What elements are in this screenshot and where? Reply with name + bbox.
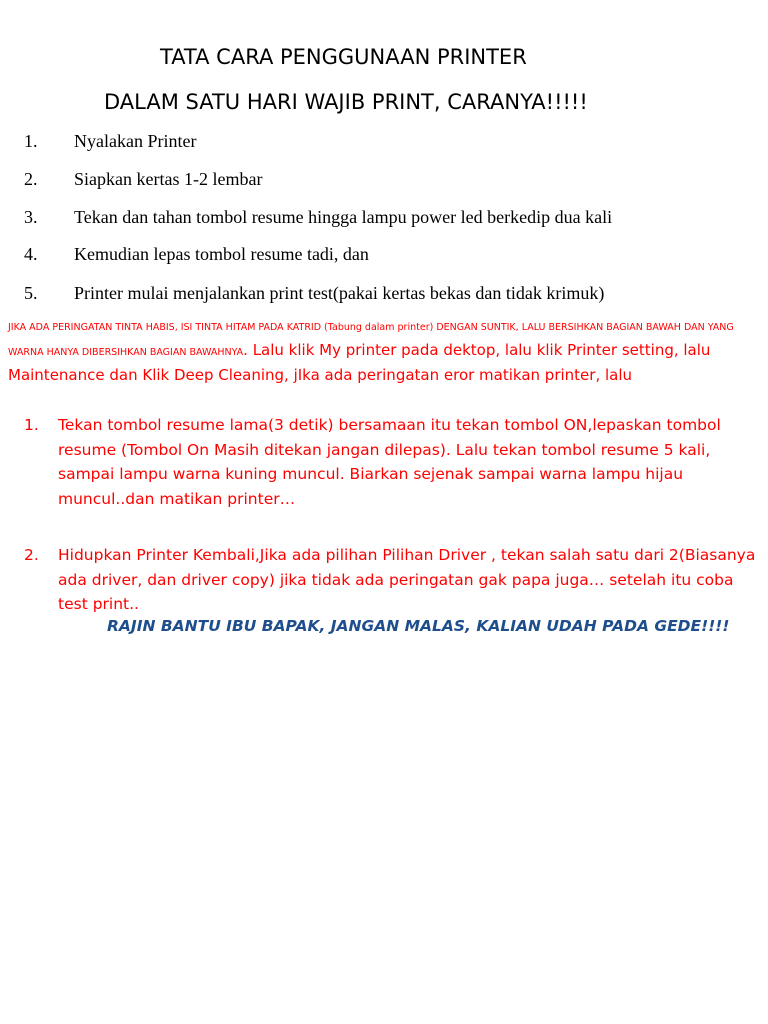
step-number: 3.	[24, 207, 38, 227]
step-number: 4.	[24, 244, 38, 264]
page-subtitle: DALAM SATU HARI WAJIB PRINT, CARANYA!!!!!	[104, 90, 588, 114]
fix-step-number: 2.	[24, 546, 39, 564]
step-number: 2.	[24, 169, 38, 189]
fix-step-text: Hidupkan Printer Kembali,Jika ada pilihan Pilihan Driver , tekan salah satu dari 2(Biasanya ada driver, dan driver copy) jika tidak ada peringatan gak papa juga… setelah itu coba test print..	[58, 546, 756, 613]
closing-text: RAJIN BANTU IBU BAPAK, JANGAN MALAS, KALIAN UDAH PADA GEDE!!!!	[107, 617, 730, 635]
step-text: Kemudian lepas tombol resume tadi, dan	[74, 244, 369, 264]
step-text: Siapkan kertas 1-2 lembar	[74, 169, 263, 189]
step-text: Nyalakan Printer	[74, 131, 197, 151]
warning-instructions-text: . Lalu klik My printer pada dektop, lalu klik Printer setting, lalu Maintenance dan Klik Deep Cleaning, jIka ada peringatan eror matikan printer, lalu	[8, 341, 711, 384]
step-text: Printer mulai menjalankan print test(pakai kertas bekas dan tidak krimuk)	[74, 283, 605, 303]
page-title: TATA CARA PENGGUNAAN PRINTER	[160, 45, 527, 69]
fix-step-text: Tekan tombol resume lama(3 detik) bersamaan itu tekan tombol ON,lepaskan tombol resume (Tombol On Masih ditekan jangan dilepas). Lalu tekan tombol resume 5 kali, sampai lampu warna kuning muncul. Biarkan sejenak sampai warna lampu hijau muncul..dan matikan printer…	[58, 416, 721, 508]
warning-paragraph	[8, 314, 760, 387]
warning-small-text: JIKA ADA PERINGATAN TINTA HABIS, ISI TINTA HITAM PADA KATRID (Tabung dalam printer) DENGAN SUNTIK, LALU BERSIHKAN BAGIAN BAWAH DAN YANG WARNA HANYA DIBERSIHKAN BAGIAN BAWAHNYA	[8, 322, 734, 358]
closing-message	[57, 614, 757, 638]
step-text: Tekan dan tahan tombol resume hingga lampu power led berkedip dua kali	[74, 207, 613, 227]
step-number: 5.	[24, 283, 38, 303]
fix-step-number: 1.	[24, 416, 39, 434]
step-number: 1.	[24, 131, 38, 151]
